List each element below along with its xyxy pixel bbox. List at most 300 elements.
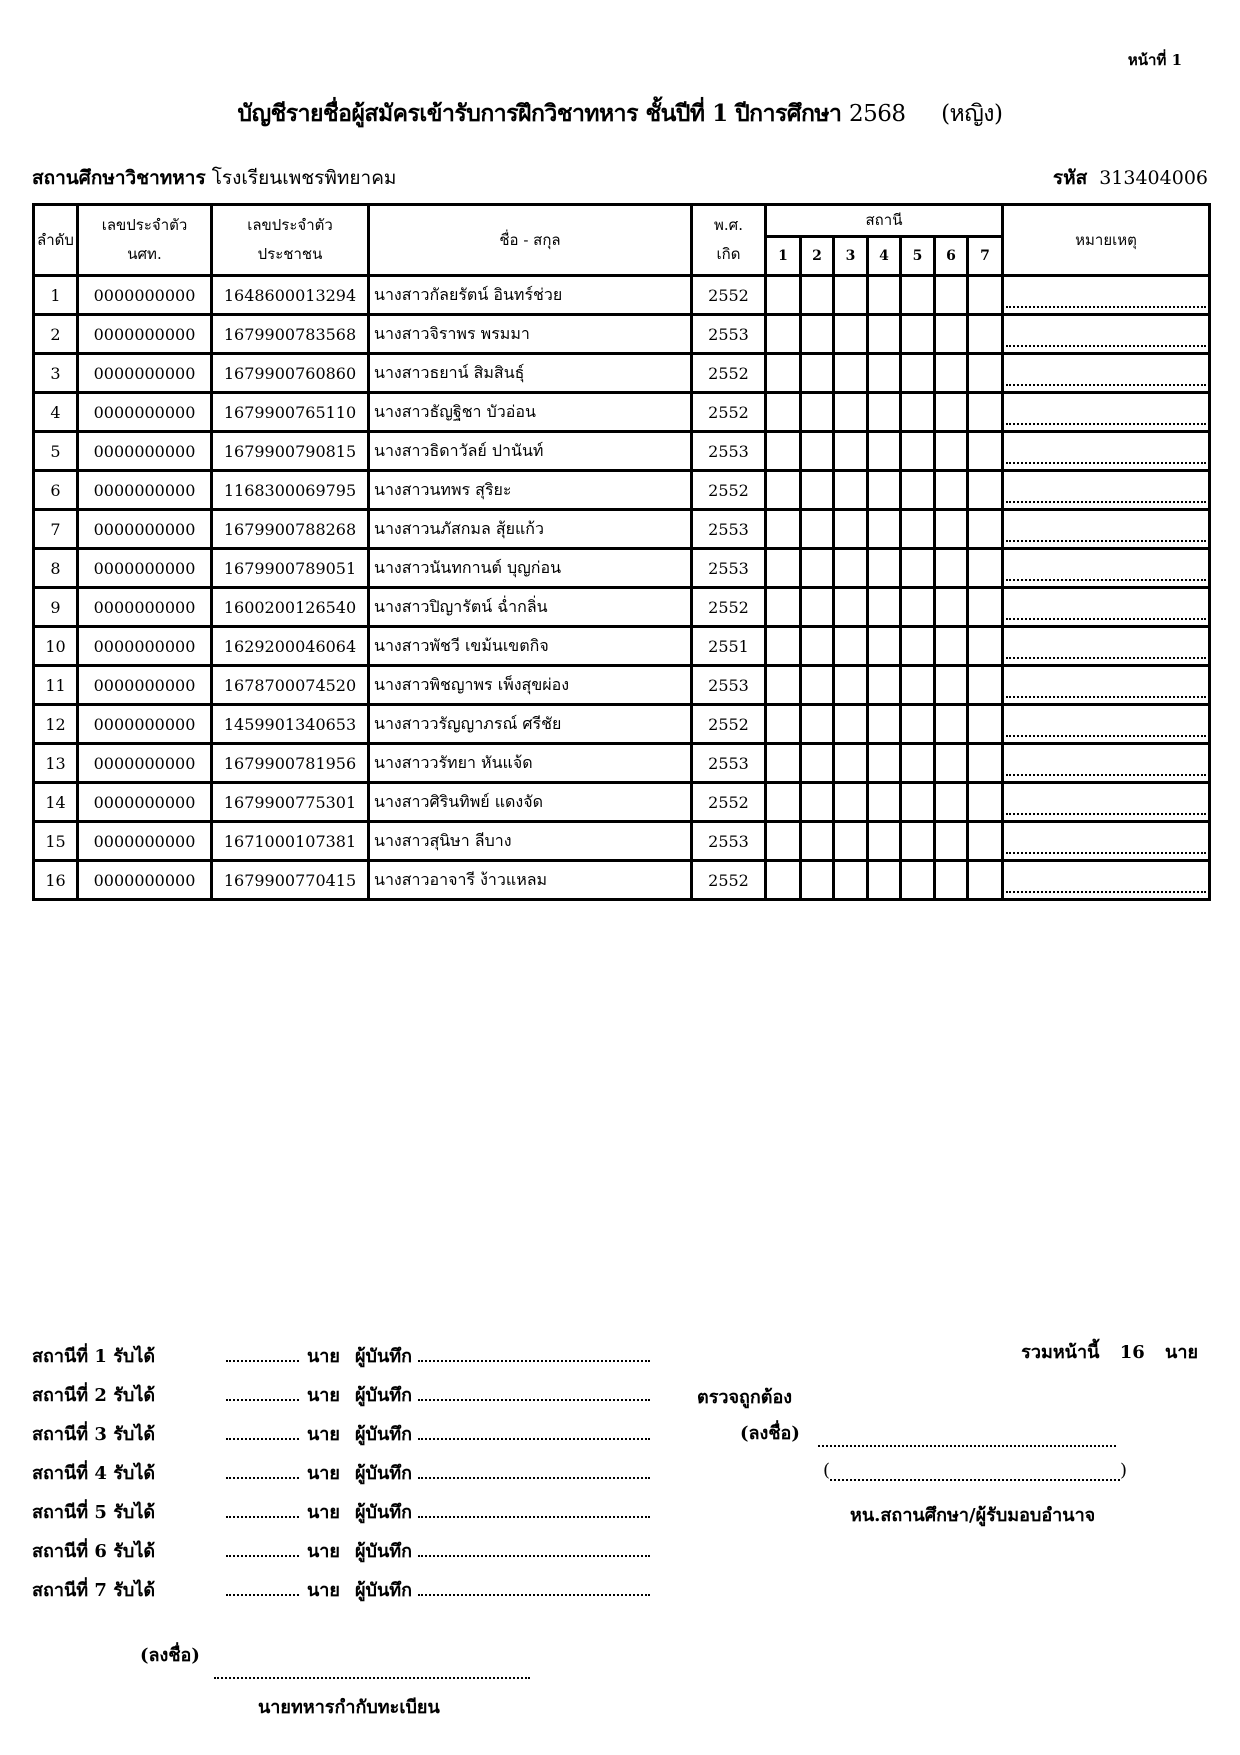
station-3-checkbox[interactable] [834, 393, 868, 432]
remark-cell[interactable] [1003, 276, 1210, 315]
citizen-id-cell: 1679900790815 [212, 432, 369, 471]
station-summary [32, 1337, 650, 1610]
remark-cell[interactable] [1003, 432, 1210, 471]
remark-line[interactable] [1006, 618, 1206, 620]
sign-label: (ลงชื่อ) [140, 1645, 200, 1666]
station-3-checkbox[interactable] [834, 471, 868, 510]
station-4-checkbox[interactable] [868, 705, 901, 744]
station-7-checkbox[interactable] [968, 861, 1003, 900]
station-summary-line [32, 1337, 650, 1376]
station-4-checkbox[interactable] [868, 627, 901, 666]
order-cell: 9 [34, 588, 78, 627]
table-row [34, 471, 1210, 510]
station-1-checkbox[interactable] [766, 822, 801, 861]
birth-year-cell: 2553 [692, 432, 766, 471]
remark-cell[interactable] [1003, 705, 1210, 744]
name-cell: นางสาวพิชญาพร เพ็งสุขผ่อง [369, 666, 692, 705]
station-5-checkbox[interactable] [901, 393, 935, 432]
nsc-id-cell: 0000000000 [78, 393, 212, 432]
station-3-checkbox[interactable] [834, 276, 868, 315]
station-summary-line [32, 1493, 650, 1532]
recorder-field[interactable] [418, 1533, 650, 1557]
table-row [34, 354, 1210, 393]
station-4-checkbox[interactable] [868, 276, 901, 315]
station-summary-line [32, 1454, 650, 1493]
station-2-checkbox[interactable] [801, 822, 834, 861]
citizen-id-cell: 1648600013294 [212, 276, 369, 315]
station-6-checkbox[interactable] [935, 276, 968, 315]
birth-year-cell: 2552 [692, 471, 766, 510]
table-row [34, 666, 1210, 705]
name-cell: นางสาวพัชวี เขม้นเขตกิจ [369, 627, 692, 666]
nsc-id-cell: 0000000000 [78, 510, 212, 549]
citizen-id-cell: 1679900788268 [212, 510, 369, 549]
station-7-checkbox[interactable] [968, 822, 1003, 861]
station-6-checkbox[interactable] [935, 588, 968, 627]
station-2-checkbox[interactable] [801, 549, 834, 588]
remark-cell[interactable] [1003, 315, 1210, 354]
station-count-field[interactable] [226, 1494, 299, 1518]
station-2-checkbox[interactable] [801, 393, 834, 432]
order-cell: 5 [34, 432, 78, 471]
unit-label: นาย [307, 1463, 340, 1484]
total-label: รวมหน้านี้ [1021, 1342, 1100, 1363]
station-4-checkbox[interactable] [868, 510, 901, 549]
station-3-checkbox[interactable] [834, 510, 868, 549]
station-6-checkbox[interactable] [935, 627, 968, 666]
station-2-checkbox[interactable] [801, 666, 834, 705]
remark-line[interactable] [1006, 540, 1206, 542]
station-count-field[interactable] [226, 1572, 299, 1596]
station-2-checkbox[interactable] [801, 705, 834, 744]
station-2-checkbox[interactable] [801, 315, 834, 354]
birth-year-cell: 2552 [692, 276, 766, 315]
station-1-checkbox[interactable] [766, 354, 801, 393]
unit-label: นาย [307, 1385, 340, 1406]
order-cell: 14 [34, 783, 78, 822]
order-cell: 1 [34, 276, 78, 315]
nsc-id-cell: 0000000000 [78, 276, 212, 315]
nsc-id-cell: 0000000000 [78, 822, 212, 861]
name-cell: นางสาวนันทกานต์ บุญก่อน [369, 549, 692, 588]
remark-line[interactable] [1006, 735, 1206, 737]
recorder-label: ผู้บันทึก [355, 1463, 413, 1484]
station-2-checkbox[interactable] [801, 783, 834, 822]
nsc-id-cell: 0000000000 [78, 315, 212, 354]
table-row [34, 315, 1210, 354]
order-cell: 10 [34, 627, 78, 666]
verify-role: หน.สถานศึกษา/ผู้รับมอบอำนาจ [850, 1505, 1096, 1526]
station-1-checkbox[interactable] [766, 510, 801, 549]
station-6-checkbox[interactable] [935, 432, 968, 471]
page-label: หน้าที่ [1127, 51, 1167, 69]
remark-cell[interactable] [1003, 471, 1210, 510]
name-cell: นางสาวอาจารี ง้าวแหลม [369, 861, 692, 900]
unit-label: นาย [307, 1346, 340, 1367]
station-6-checkbox[interactable] [935, 393, 968, 432]
recorder-label: ผู้บันทึก [355, 1502, 413, 1523]
recorder-field[interactable] [418, 1416, 650, 1440]
station-summary-line [32, 1415, 650, 1454]
verify-name-field[interactable]: ( ) [823, 1460, 1128, 1481]
recorder-field[interactable] [418, 1377, 650, 1401]
nsc-id-cell: 0000000000 [78, 627, 212, 666]
station-7-checkbox[interactable] [968, 549, 1003, 588]
citizen-id-cell: 1168300069795 [212, 471, 369, 510]
station-1-checkbox[interactable] [766, 588, 801, 627]
name-cell: นางสาวธัญฐิชา บัวอ่อน [369, 393, 692, 432]
station-1-checkbox[interactable] [766, 705, 801, 744]
verify-sign-label: (ลงชื่อ) [740, 1423, 800, 1444]
station-6-checkbox[interactable] [935, 705, 968, 744]
remark-line[interactable] [1006, 306, 1206, 308]
station-4-checkbox[interactable] [868, 666, 901, 705]
station-5-checkbox[interactable] [901, 510, 935, 549]
station-4-checkbox[interactable] [868, 432, 901, 471]
station-7-checkbox[interactable] [968, 666, 1003, 705]
remark-line[interactable] [1006, 345, 1206, 347]
station-3-checkbox[interactable] [834, 705, 868, 744]
station-2-checkbox[interactable] [801, 627, 834, 666]
station-2-checkbox[interactable] [801, 744, 834, 783]
table-row [34, 861, 1210, 900]
station-6-checkbox[interactable] [935, 666, 968, 705]
citizen-id-cell: 1679900781956 [212, 744, 369, 783]
col-remark: หมายเหตุ [1003, 205, 1210, 276]
station-4-checkbox[interactable] [868, 315, 901, 354]
station-7-checkbox[interactable] [968, 783, 1003, 822]
station-3-checkbox[interactable] [834, 354, 868, 393]
recorder-label: ผู้บันทึก [355, 1424, 413, 1445]
col-order: ลำดับ [34, 205, 78, 276]
verify-name-line[interactable] [830, 1465, 1120, 1481]
verify-signature [740, 1418, 1116, 1447]
table-row [34, 549, 1210, 588]
station-label: สถานีที่ 5 รับได้ [32, 1502, 156, 1523]
station-6-checkbox[interactable] [935, 315, 968, 354]
total-unit: นาย [1165, 1342, 1198, 1363]
order-cell: 13 [34, 744, 78, 783]
station-count-field[interactable] [226, 1416, 299, 1440]
station-2-checkbox[interactable] [801, 510, 834, 549]
school-code [1053, 163, 1208, 193]
station-1-checkbox[interactable] [766, 432, 801, 471]
station-2-checkbox[interactable] [801, 861, 834, 900]
station-label: สถานีที่ 1 รับได้ [32, 1346, 156, 1367]
station-1-checkbox[interactable] [766, 783, 801, 822]
station-4-checkbox[interactable] [868, 549, 901, 588]
school-name: โรงเรียนเพชรพิทยาคม [211, 167, 397, 189]
station-col-1: 1 [766, 237, 801, 276]
station-7-checkbox[interactable] [968, 588, 1003, 627]
name-cell: นางสาวจิราพร พรมมา [369, 315, 692, 354]
remark-line[interactable] [1006, 579, 1206, 581]
station-5-checkbox[interactable] [901, 783, 935, 822]
code-value: 313404006 [1099, 167, 1208, 189]
citizen-id-cell: 1671000107381 [212, 822, 369, 861]
gender-label: (หญิง) [941, 101, 1003, 127]
citizen-id-cell: 1679900770415 [212, 861, 369, 900]
station-3-checkbox[interactable] [834, 588, 868, 627]
station-summary-line [32, 1376, 650, 1415]
station-count-field[interactable] [226, 1533, 299, 1557]
station-5-checkbox[interactable] [901, 432, 935, 471]
citizen-id-cell: 1679900789051 [212, 549, 369, 588]
title-text: บัญชีรายชื่อผู้สมัครเข้ารับการฝึกวิชาทหาร ชั้นปีที่ 1 ปีการศึกษา [237, 100, 842, 127]
birth-year-cell: 2552 [692, 783, 766, 822]
citizen-id-cell: 1678700074520 [212, 666, 369, 705]
citizen-id-cell: 1679900760860 [212, 354, 369, 393]
recorder-label: ผู้บันทึก [355, 1580, 413, 1601]
birth-year-cell: 2551 [692, 627, 766, 666]
order-cell: 7 [34, 510, 78, 549]
order-cell: 3 [34, 354, 78, 393]
station-3-checkbox[interactable] [834, 783, 868, 822]
nsc-id-cell: 0000000000 [78, 471, 212, 510]
citizen-id-cell: 1629200046064 [212, 627, 369, 666]
station-6-checkbox[interactable] [935, 471, 968, 510]
total-count: 16 [1119, 1342, 1145, 1363]
station-7-checkbox[interactable] [968, 276, 1003, 315]
station-5-checkbox[interactable] [901, 822, 935, 861]
name-cell: นางสาวนทพร สุริยะ [369, 471, 692, 510]
station-label: สถานีที่ 6 รับได้ [32, 1541, 156, 1562]
nsc-id-cell: 0000000000 [78, 705, 212, 744]
col-stations: สถานี [766, 205, 1003, 237]
name-cell: นางสาวปิญารัตน์ ฉ่ำกลิ่น [369, 588, 692, 627]
remark-cell[interactable] [1003, 822, 1210, 861]
station-6-checkbox[interactable] [935, 822, 968, 861]
remark-cell[interactable] [1003, 510, 1210, 549]
station-5-checkbox[interactable] [901, 627, 935, 666]
station-7-checkbox[interactable] [968, 315, 1003, 354]
academic-year: 2568 [849, 101, 906, 127]
station-2-checkbox[interactable] [801, 432, 834, 471]
station-4-checkbox[interactable] [868, 588, 901, 627]
verify-label: ตรวจถูกต้อง [697, 1387, 793, 1408]
station-6-checkbox[interactable] [935, 744, 968, 783]
remark-line[interactable] [1006, 384, 1206, 386]
citizen-id-cell: 1679900783568 [212, 315, 369, 354]
remark-cell[interactable] [1003, 627, 1210, 666]
station-7-checkbox[interactable] [968, 432, 1003, 471]
remark-cell[interactable] [1003, 861, 1210, 900]
station-5-checkbox[interactable] [901, 588, 935, 627]
unit-label: นาย [307, 1580, 340, 1601]
remark-line[interactable] [1006, 657, 1206, 659]
station-1-checkbox[interactable] [766, 276, 801, 315]
remark-cell[interactable] [1003, 744, 1210, 783]
station-7-checkbox[interactable] [968, 393, 1003, 432]
page-value: 1 [1171, 51, 1182, 69]
station-2-checkbox[interactable] [801, 471, 834, 510]
station-1-checkbox[interactable] [766, 627, 801, 666]
citizen-id-cell: 1679900775301 [212, 783, 369, 822]
station-6-checkbox[interactable] [935, 354, 968, 393]
station-count-field[interactable] [226, 1338, 299, 1362]
code-label: รหัส [1052, 167, 1088, 189]
station-5-checkbox[interactable] [901, 315, 935, 354]
nsc-id-cell: 0000000000 [78, 549, 212, 588]
remark-line[interactable] [1006, 462, 1206, 464]
order-cell: 16 [34, 861, 78, 900]
birth-year-cell: 2553 [692, 315, 766, 354]
station-7-checkbox[interactable] [968, 510, 1003, 549]
station-4-checkbox[interactable] [868, 354, 901, 393]
station-summary-line [32, 1532, 650, 1571]
citizen-id-cell: 1600200126540 [212, 588, 369, 627]
remark-line[interactable] [1006, 852, 1206, 854]
station-3-checkbox[interactable] [834, 861, 868, 900]
col-nsc-id: เลขประจำตัว นศท. [78, 205, 212, 276]
station-count-field[interactable] [226, 1377, 299, 1401]
remark-cell[interactable] [1003, 666, 1210, 705]
name-cell: นางสาวธิดาวัลย์ ปานันท์ [369, 432, 692, 471]
birth-year-cell: 2552 [692, 393, 766, 432]
remark-line[interactable] [1006, 813, 1206, 815]
table-row [34, 393, 1210, 432]
order-cell: 8 [34, 549, 78, 588]
station-5-checkbox[interactable] [901, 744, 935, 783]
station-3-checkbox[interactable] [834, 627, 868, 666]
station-col-5: 5 [901, 237, 935, 276]
document-title [0, 96, 1240, 132]
col-citizen-id: เลขประจำตัว ประชาชน [212, 205, 369, 276]
station-label: สถานีที่ 3 รับได้ [32, 1424, 156, 1445]
station-4-checkbox[interactable] [868, 393, 901, 432]
station-5-checkbox[interactable] [901, 666, 935, 705]
station-5-checkbox[interactable] [901, 705, 935, 744]
station-3-checkbox[interactable] [834, 666, 868, 705]
station-4-checkbox[interactable] [868, 783, 901, 822]
station-label: สถานีที่ 7 รับได้ [32, 1580, 156, 1601]
remark-cell[interactable] [1003, 588, 1210, 627]
station-7-checkbox[interactable] [968, 744, 1003, 783]
station-1-checkbox[interactable] [766, 549, 801, 588]
station-1-checkbox[interactable] [766, 744, 801, 783]
signature-line[interactable] [214, 1659, 530, 1679]
station-col-6: 6 [935, 237, 968, 276]
name-cell: นางสาวศิรินทิพย์ แดงจัด [369, 783, 692, 822]
recorder-field[interactable] [418, 1455, 650, 1479]
birth-year-cell: 2552 [692, 861, 766, 900]
remark-line[interactable] [1006, 696, 1206, 698]
registrar-signature [140, 1640, 530, 1669]
station-4-checkbox[interactable] [868, 744, 901, 783]
station-col-4: 4 [868, 237, 901, 276]
station-count-field[interactable] [226, 1455, 299, 1479]
station-3-checkbox[interactable] [834, 315, 868, 354]
table-row [34, 432, 1210, 471]
station-3-checkbox[interactable] [834, 822, 868, 861]
nsc-id-cell: 0000000000 [78, 588, 212, 627]
station-4-checkbox[interactable] [868, 471, 901, 510]
recorder-label: ผู้บันทึก [355, 1385, 413, 1406]
station-2-checkbox[interactable] [801, 588, 834, 627]
remark-cell[interactable] [1003, 783, 1210, 822]
station-2-checkbox[interactable] [801, 276, 834, 315]
station-6-checkbox[interactable] [935, 783, 968, 822]
remark-line[interactable] [1006, 891, 1206, 893]
station-6-checkbox[interactable] [935, 861, 968, 900]
station-7-checkbox[interactable] [968, 627, 1003, 666]
station-5-checkbox[interactable] [901, 861, 935, 900]
col-name: ชื่อ - สกุล [369, 205, 692, 276]
verify-signature-line[interactable] [818, 1427, 1116, 1447]
station-3-checkbox[interactable] [834, 432, 868, 471]
station-label: สถานีที่ 2 รับได้ [32, 1385, 156, 1406]
name-cell: นางสาวสุนิษา ลีบาง [369, 822, 692, 861]
order-cell: 6 [34, 471, 78, 510]
birth-year-cell: 2552 [692, 588, 766, 627]
remark-line[interactable] [1006, 501, 1206, 503]
station-1-checkbox[interactable] [766, 666, 801, 705]
station-1-checkbox[interactable] [766, 393, 801, 432]
unit-label: นาย [307, 1424, 340, 1445]
remark-cell[interactable] [1003, 393, 1210, 432]
order-cell: 2 [34, 315, 78, 354]
station-4-checkbox[interactable] [868, 822, 901, 861]
station-6-checkbox[interactable] [935, 549, 968, 588]
table-row [34, 705, 1210, 744]
station-col-7: 7 [968, 237, 1003, 276]
roster-table [32, 203, 1211, 901]
table-row [34, 744, 1210, 783]
unit-label: นาย [307, 1541, 340, 1562]
station-label: สถานีที่ 4 รับได้ [32, 1463, 156, 1484]
station-5-checkbox[interactable] [901, 549, 935, 588]
station-3-checkbox[interactable] [834, 549, 868, 588]
name-cell: นางสาวนภัสกมล สุ้ยแก้ว [369, 510, 692, 549]
station-4-checkbox[interactable] [868, 861, 901, 900]
station-col-3: 3 [834, 237, 868, 276]
col-birth-year: พ.ศ. เกิด [692, 205, 766, 276]
birth-year-cell: 2553 [692, 510, 766, 549]
name-cell: นางสาวกัลยรัตน์ อินทร์ช่วย [369, 276, 692, 315]
station-1-checkbox[interactable] [766, 861, 801, 900]
station-7-checkbox[interactable] [968, 705, 1003, 744]
registrar-role: นายทหารกำกับทะเบียน [258, 1697, 440, 1718]
station-7-checkbox[interactable] [968, 354, 1003, 393]
name-cell: นางสาววรัทยา หันแจ้ด [369, 744, 692, 783]
order-cell: 11 [34, 666, 78, 705]
remark-cell[interactable] [1003, 354, 1210, 393]
recorder-field[interactable] [418, 1338, 650, 1362]
station-3-checkbox[interactable] [834, 744, 868, 783]
station-5-checkbox[interactable] [901, 276, 935, 315]
station-5-checkbox[interactable] [901, 354, 935, 393]
station-6-checkbox[interactable] [935, 510, 968, 549]
nsc-id-cell: 0000000000 [78, 744, 212, 783]
table-row [34, 822, 1210, 861]
page-total [1007, 1337, 1198, 1366]
order-cell: 15 [34, 822, 78, 861]
station-1-checkbox[interactable] [766, 471, 801, 510]
recorder-field[interactable] [418, 1572, 650, 1596]
birth-year-cell: 2553 [692, 822, 766, 861]
station-7-checkbox[interactable] [968, 471, 1003, 510]
station-2-checkbox[interactable] [801, 354, 834, 393]
remark-cell[interactable] [1003, 549, 1210, 588]
name-cell: นางสาววรัญญาภรณ์ ศรีชัย [369, 705, 692, 744]
nsc-id-cell: 0000000000 [78, 432, 212, 471]
station-1-checkbox[interactable] [766, 315, 801, 354]
station-5-checkbox[interactable] [901, 471, 935, 510]
remark-line[interactable] [1006, 423, 1206, 425]
recorder-field[interactable] [418, 1494, 650, 1518]
remark-line[interactable] [1006, 774, 1206, 776]
recorder-label: ผู้บันทึก [355, 1541, 413, 1562]
